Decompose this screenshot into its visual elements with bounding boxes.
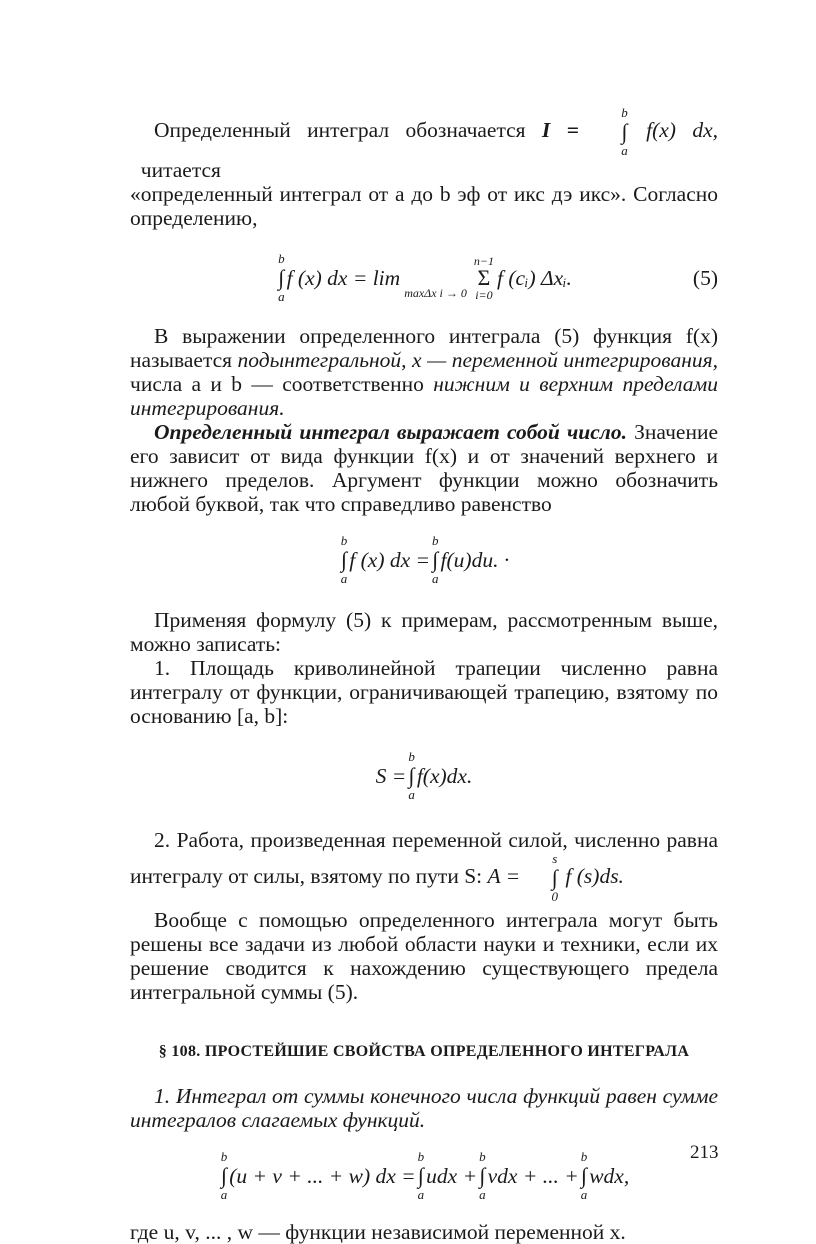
integral-sign: b ∫ a — [417, 1149, 425, 1202]
lower-limit: a — [417, 1187, 425, 1202]
eq-lhs: f (x) dx = — [349, 548, 431, 572]
integral-sign: b ∫ a — [479, 1149, 486, 1202]
upper-limit: b — [417, 1149, 425, 1164]
lower-limit: a — [580, 1187, 588, 1202]
eq-part: wdx, — [589, 1164, 630, 1188]
item-work — [130, 828, 718, 904]
lower-limit: 0 — [551, 889, 559, 904]
sum-operator: n−1 Σ i=0 — [473, 254, 494, 302]
eq-lhs: A = — [487, 863, 521, 888]
upper-limit: b — [432, 533, 439, 548]
upper-limit: b — [479, 1149, 486, 1164]
text-part: В выражении определенного интеграла (5) функция f(x) называется — [130, 324, 718, 372]
text-part: числа a и b — соответственно — [130, 372, 424, 396]
integral-sign: b ∫ a — [408, 749, 415, 802]
eq-part: udx + — [426, 1164, 478, 1188]
eq-part: (u + v + ... + w) dx = — [229, 1164, 416, 1188]
upper-limit: b — [278, 251, 285, 266]
emphasis-number: Определенный интеграл выражает собой число. — [154, 420, 627, 444]
lower-limit: a — [408, 787, 415, 802]
lower-limit: a — [479, 1187, 486, 1202]
paragraph-where: где u, v, ... , w — функции независимой переменной x. — [130, 1220, 626, 1244]
eq-lhs: S = — [375, 764, 407, 788]
term-limits: нижним и верхним пределами интегрирования. — [130, 372, 718, 420]
equation-variable-change — [130, 530, 718, 590]
equation-area — [130, 746, 718, 806]
sum-lower: i=0 — [475, 288, 493, 302]
eq-tail: · — [503, 548, 510, 572]
integral-sign: b ∫ a — [580, 1149, 588, 1202]
text-part: 2. Работа, произведенная переменной силой, численно равна интегралу от силы, взятому по пути S: — [130, 828, 718, 888]
limit-operator — [404, 257, 467, 299]
eq-rhs: f (s)ds. — [565, 863, 624, 888]
text-notation: Определенный интеграл обозначается — [154, 117, 526, 142]
integral-sign: s ∫ 0 — [528, 852, 559, 904]
paragraph-reading: «определенный интеграл от a до b эф от икс дэ икс». Согласно определению, — [130, 182, 718, 230]
paragraph-definitions — [130, 324, 718, 420]
lower-limit: a — [220, 1187, 228, 1202]
summand: f (cᵢ) Δxᵢ. — [497, 266, 572, 290]
lower-limit: a — [621, 143, 628, 158]
upper-limit: s — [552, 851, 558, 866]
upper-limit: b — [220, 1149, 228, 1164]
term-integrand: подынтегральной, — [237, 348, 407, 372]
limit-subscript: maxΔx i → 0 — [404, 286, 467, 300]
text-part: Значение его зависит от вида функции f(x) и от значений верхнего и нижнего пределов. Аргумент функции можно обозначить любой буквой, так что справедливо равенство — [130, 420, 719, 516]
section-heading: § 108. ПРОСТЕЙШИЕ СВОЙСТВА ОПРЕДЕЛЕННОГО ИНТЕГРАЛА — [158, 1043, 690, 1060]
integral-sign: b ∫ a — [597, 106, 628, 158]
property-1 — [130, 1084, 718, 1132]
page-number: 213 — [690, 1142, 719, 1163]
sum-upper: n−1 — [473, 254, 494, 268]
eq-rhs: f(x)dx. — [416, 764, 473, 788]
paragraph-apply: Применяя формулу (5) к примерам, рассмотренным выше, можно записать: — [130, 608, 718, 656]
upper-limit: b — [408, 749, 415, 764]
property-text: 1. Интеграл от суммы конечного числа функций равен сумме интегралов слагаемых функций. — [130, 1084, 718, 1132]
equation-number: (5) — [692, 266, 718, 290]
paragraph-notation — [130, 106, 718, 182]
paragraph-general: Вообще с помощью определенного интеграла могут быть решены все задачи из любой области науки и техники, если их решение сводится к нахождению существующего предела интегральной суммы (5). — [130, 908, 718, 1004]
lower-limit: a — [278, 289, 285, 304]
integral-sign: b ∫ a — [432, 533, 439, 586]
item-area: 1. Площадь криволинейной трапеции численно равна интегралу от функции, ограничивающей трапецию, взятому по основанию [a, b]: — [130, 656, 718, 728]
upper-limit: b — [580, 1149, 588, 1164]
integrand: f(x) dx, — [646, 117, 718, 142]
lower-limit: a — [340, 571, 348, 586]
eq-part: vdx + ... + — [487, 1164, 579, 1188]
term-variable: x — переменной интегрирования, — [412, 348, 718, 372]
paragraph-number — [130, 420, 718, 516]
eq-rhs: f(u)du. — [440, 548, 499, 572]
equation-sum — [130, 1146, 718, 1206]
integral-sign: b ∫ a — [278, 251, 285, 304]
integral-sign: b ∫ a — [220, 1149, 228, 1202]
formula-i: I = — [541, 117, 579, 142]
text-reads: читается — [140, 158, 221, 182]
upper-limit: b — [340, 533, 348, 548]
upper-limit: b — [621, 105, 628, 120]
equation-5 — [130, 248, 718, 308]
eq5-lhs: f (x) dx = lim — [286, 266, 401, 290]
lower-limit: a — [432, 571, 439, 586]
integral-sign: b ∫ a — [340, 533, 348, 586]
page-body — [130, 96, 718, 1244]
